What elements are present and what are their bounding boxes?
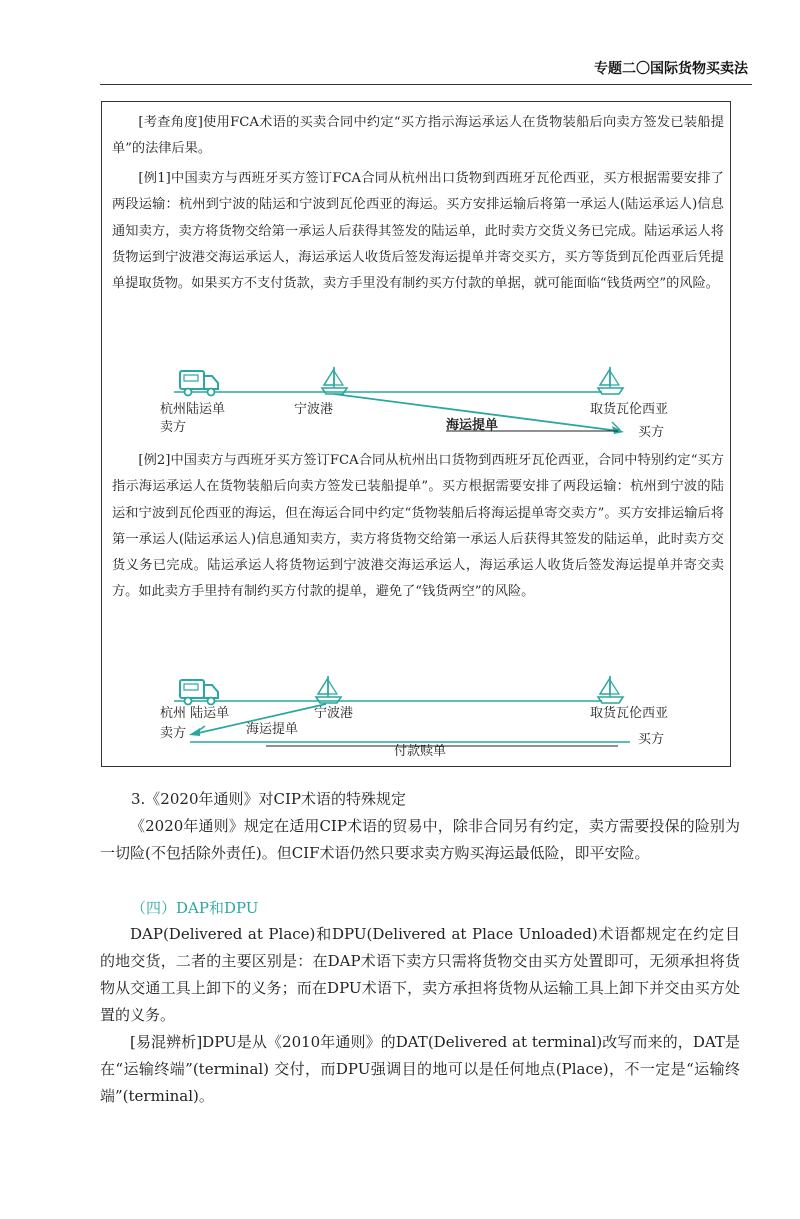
diagram-2 [102, 670, 730, 760]
diagram-2-origin-label: 杭州 陆运单 [160, 706, 230, 721]
section-4-paragraph-1: DAP(Delivered at Place)和DPU(Delivered at Place Unloaded)术语都规定在约定目的地交货，二者的主要区别是：在DAP术语下卖方只需将货物交由买方处置即可，无须承担将货物从交通工具上卸下的义务；而在DPU术语下，卖方承担将货物从运输工具上卸下并交由买方处置的义务。 [100, 925, 740, 1024]
diagram-2-payment-label: 付款赎单 [394, 744, 447, 759]
diagram-2-port-label: 宁波港 [314, 706, 354, 721]
section-4-heading: （四）DAP和DPU [131, 899, 259, 917]
section-3-heading: 3.《2020年通则》对CIP术语的特殊规定 [131, 790, 406, 808]
sailboat-icon [598, 676, 623, 703]
diagram-1-dest-label: 取货瓦伦西亚 [590, 402, 669, 417]
running-header: 专题二〇国际货物买卖法 [594, 61, 748, 77]
diagram-1-origin-label: 杭州陆运单 [160, 402, 226, 417]
sailboat-icon [322, 367, 347, 394]
example2-paragraph: [例2]中国卖方与西班牙买方签订FCA合同从杭州出口货物到西班牙瓦伦西亚，合同中特别约定“买方指示海运承运人在货物装船后向卖方签发已装船提单”。买方根据需要安排了两段运输：杭州到宁波的陆运和宁波到瓦伦西亚的海运，但在海运合同中约定“货物装船后将海运提单寄交卖方”。买方安排运输后将第一承运人(陆运承运人)信息通知卖方，卖方将货物交给第一承运人后获得其签发的陆运单，此时卖方交货义务已完成。陆运承运人将货物运到宁波港交海运承运人，海运承运人收货后签发海运提单并寄交卖方。如此卖方手里持有制约买方付款的提单，避免了“钱货两空”的风险。 [112, 453, 724, 600]
example-box [101, 101, 731, 767]
sailboat-icon [598, 367, 623, 394]
diagram-2-seller-label: 卖方 [160, 726, 187, 741]
angle-paragraph: [考查角度]使用FCA术语的买卖合同中约定“买方指示海运承运人在货物装船后向卖方签发已装船提单”的法律后果。 [112, 115, 724, 157]
sailboat-icon [316, 676, 341, 703]
diagram-1-bill-label: 海运提单 [446, 418, 499, 433]
header-rule [100, 84, 752, 85]
diagram-1-buyer-label: 买方 [638, 425, 665, 440]
diagram-2-dest-label: 取货瓦伦西亚 [590, 706, 669, 721]
diagram-2-buyer-label: 买方 [638, 732, 665, 747]
diagram-1-port-label: 宁波港 [294, 402, 334, 417]
section-4-paragraph-2: [易混辨析]DPU是从《2010年通则》的DAT(Delivered at terminal)改写而来的，DAT是在“运输终端”(terminal) 交付，而DPU强调目的地可以是任何地点(Place)，不一定是“运输终端”(terminal)。 [100, 1033, 740, 1105]
diagram-1-seller-label: 卖方 [160, 420, 187, 435]
diagram-1 [102, 364, 730, 444]
section-3-paragraph: 《2020年通则》规定在适用CIP术语的贸易中，除非合同另有约定，卖方需要投保的险别为一切险(不包括除外责任)。但CIF术语仍然只要求卖方购买海运最低险，即平安险。 [100, 817, 740, 862]
diagram-2-bill-label: 海运提单 [246, 722, 299, 737]
example1-paragraph: [例1]中国卖方与西班牙买方签订FCA合同从杭州出口货物到西班牙瓦伦西亚，买方根据需要安排了两段运输：杭州到宁波的陆运和宁波到瓦伦西亚的海运。买方安排运输后将第一承运人(陆运承运人)信息通知卖方，卖方将货物交给第一承运人后获得其签发的陆运单，此时卖方交货义务已完成。陆运承运人将货物运到宁波港交海运承运人，海运承运人收货后签发海运提单并寄交买方，买方等货到瓦伦西亚后凭提单提取货物。如果买方不支付货款，卖方手里没有制约买方付款的单据，就可能面临“钱货两空”的风险。 [112, 171, 724, 292]
